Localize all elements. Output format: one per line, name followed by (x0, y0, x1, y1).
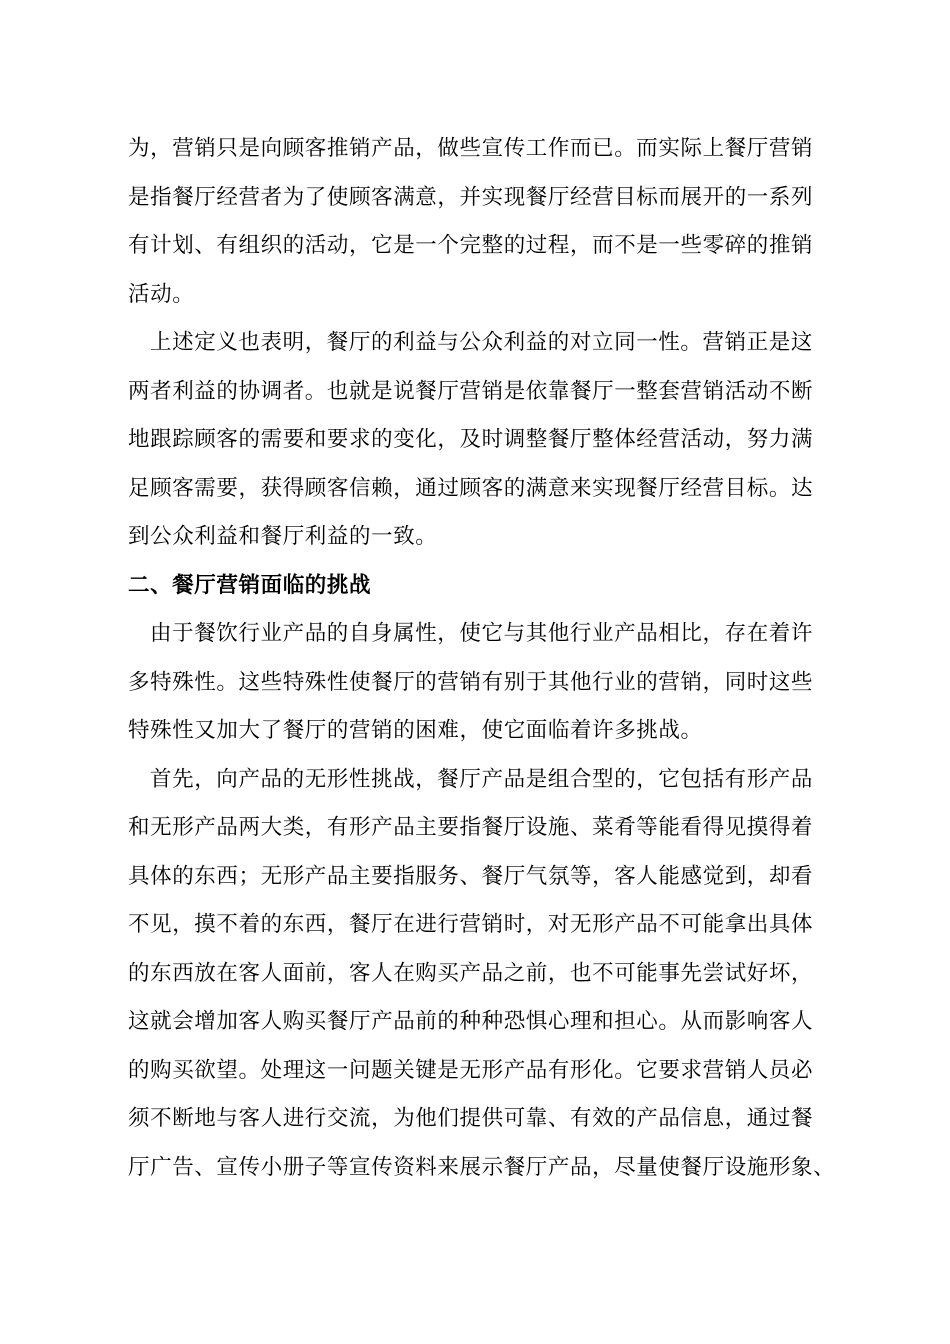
text-line: 足顾客需要，获得顾客信赖，通过顾客的满意来实现餐厅经营目标。达 (128, 475, 814, 501)
text-line: 地跟踪顾客的需要和要求的变化，及时调整餐厅整体经营活动，努力满 (128, 427, 814, 452)
text-line: 首先，向产品的无形性挑战，餐厅产品是组合型的，它包括有形产品 (150, 766, 814, 792)
text-line: 有计划、有组织的活动，它是一个完整的过程，而不是一些零碎的推销 (128, 233, 814, 258)
text-line: 由于餐饮行业产品的自身属性，使它与其他行业产品相比，存在着许 (150, 621, 814, 646)
text-line: 多特殊性。这些特殊性使餐厅的营销有别于其他行业的营销，同时这些 (128, 669, 814, 695)
section-heading: 二、餐厅营销面临的挑战 (128, 572, 372, 598)
paragraph-continuation (128, 125, 830, 319)
text-line: 具体的东西；无形产品主要指服务、餐厅气氛等，客人能感觉到，却看 (128, 863, 814, 889)
text-line: 的东西放在客人面前，客人在购买产品之前，也不可能事先尝试好坏， (128, 960, 814, 986)
paragraph-challenges-intro (128, 610, 830, 756)
text-line: 的购买欲望。处理这一问题关键是无形产品有形化。它要求营销人员必 (128, 1057, 814, 1083)
paragraph-intangibility (128, 756, 836, 1193)
text-line: 厅广告、宣传小册子等宣传资料来展示餐厅产品，尽量使餐厅设施形象、 (128, 1154, 836, 1180)
text-line: 是指餐厅经营者为了使顾客满意，并实现餐厅经营目标而展开的一系列 (128, 184, 814, 210)
text-line: 为，营销只是向顾客推销产品，做些宣传工作而已。而实际上餐厅营销 (128, 136, 814, 161)
text-line: 特殊性又加大了餐厅的营销的困难，使它面临着许多挑战。 (128, 718, 703, 743)
text-line: 两者利益的协调者。也就是说餐厅营销是依靠餐厅一整套营销活动不断 (128, 378, 814, 404)
text-line: 须不断地与客人进行交流，为他们提供可靠、有效的产品信息，通过餐 (128, 1106, 814, 1131)
text-line: 这就会增加客人购买餐厅产品前的种种恐惧心理和担心。从而影响客人 (128, 1009, 814, 1034)
text-line: 到公众利益和餐厅利益的一致。 (128, 524, 438, 549)
text-line: 和无形产品两大类，有形产品主要指餐厅设施、菜肴等能看得见摸得着 (128, 815, 814, 840)
text-line: 上述定义也表明，餐厅的利益与公众利益的对立同一性。营销正是这 (150, 330, 814, 355)
text-line: 活动。 (128, 281, 195, 307)
paragraph-definition (128, 319, 830, 562)
text-line: 不见，摸不着的东西，餐厅在进行营销时，对无形产品不可能拿出具体 (128, 912, 814, 937)
